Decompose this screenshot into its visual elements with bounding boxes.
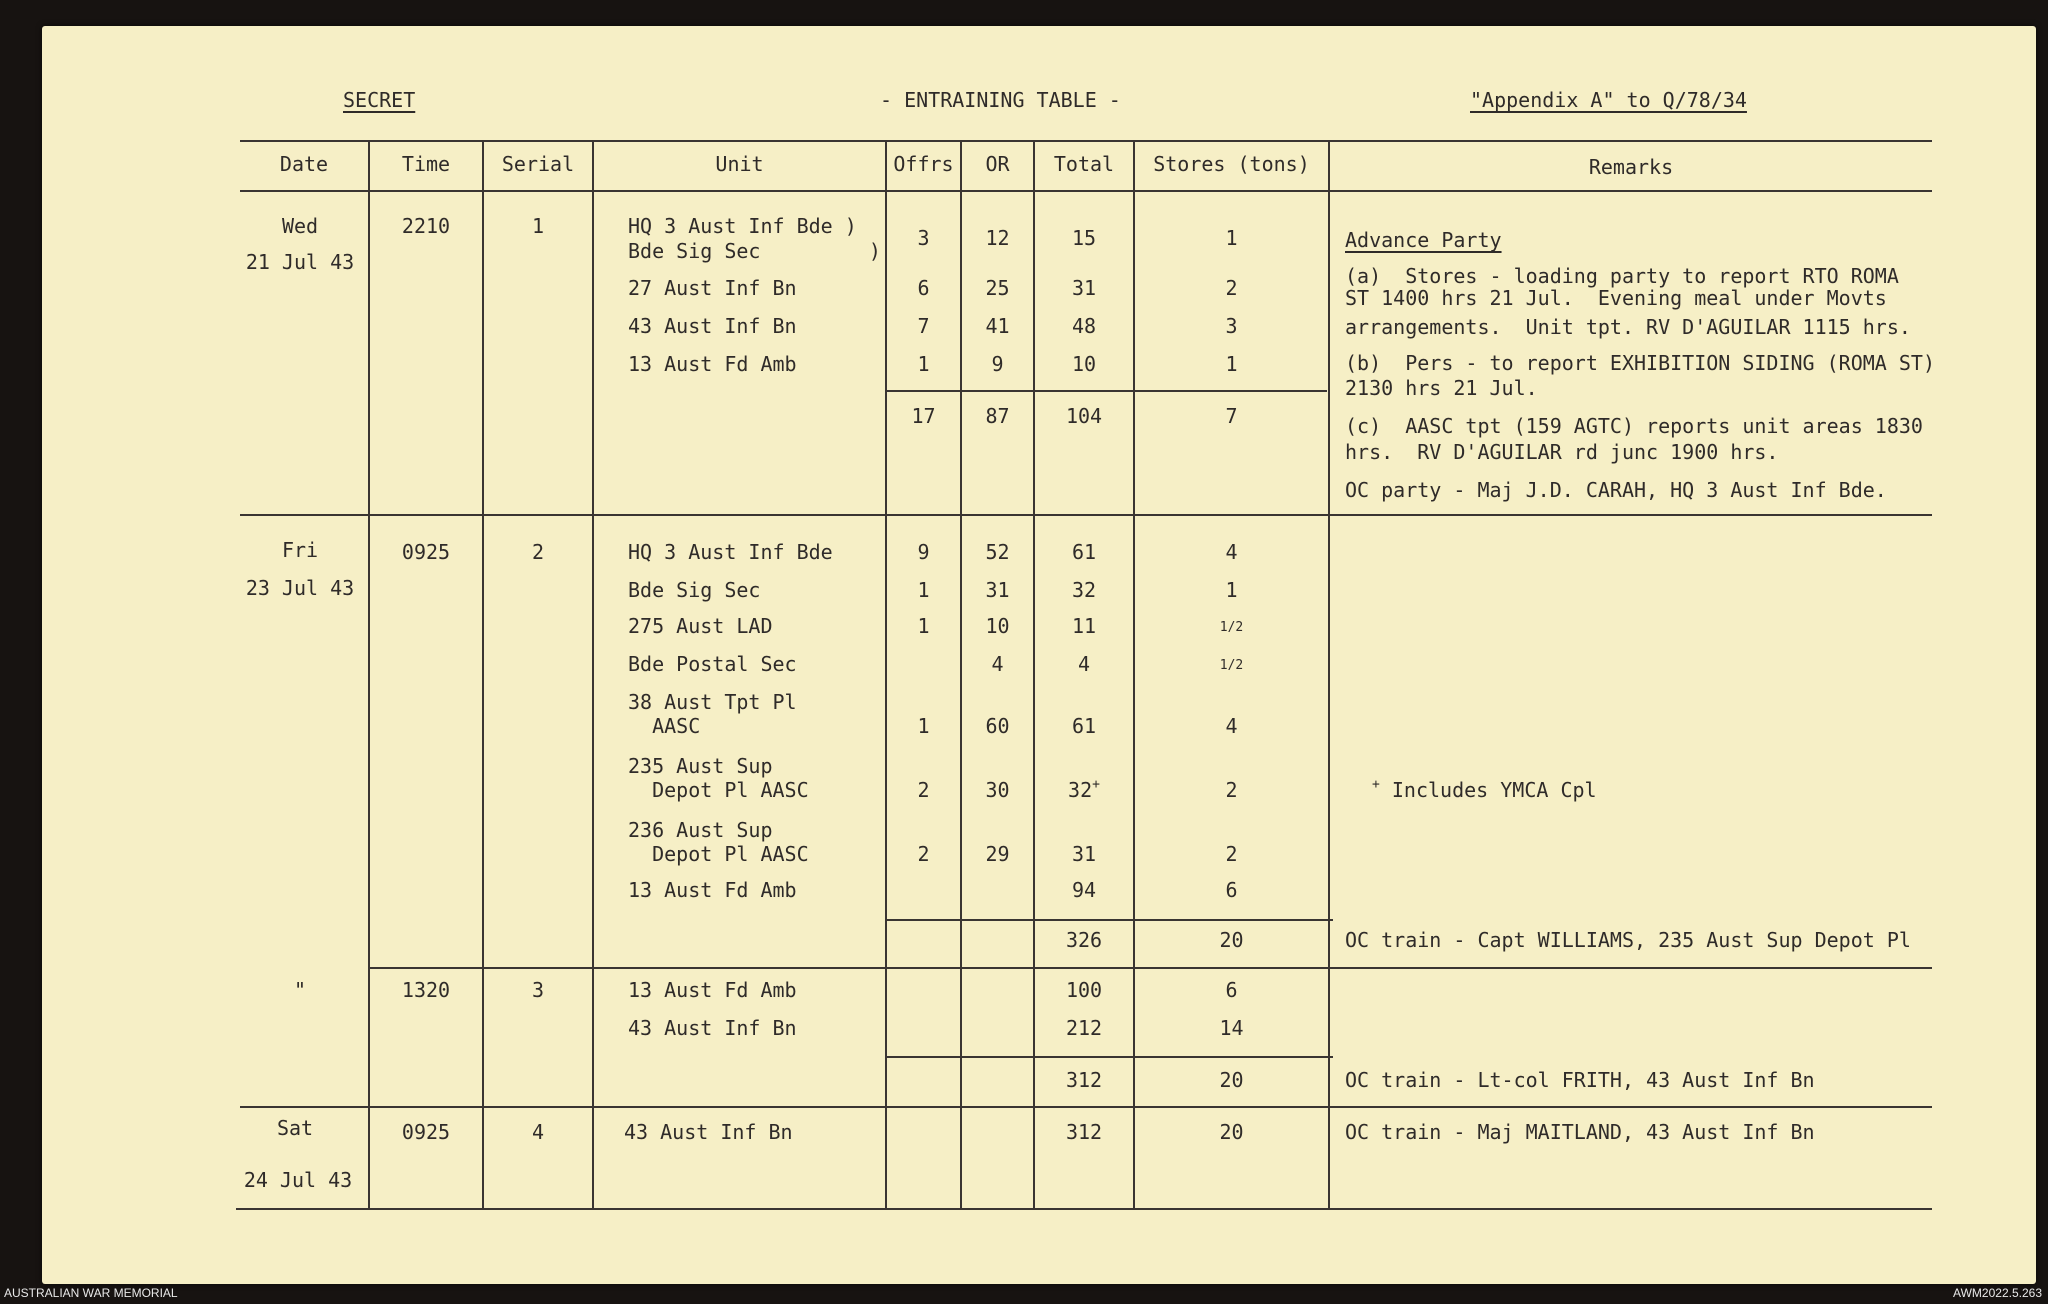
serial2-or-3: 10: [985, 614, 1010, 638]
col-header-date: Date: [279, 152, 329, 176]
serial4-stores: 20: [1219, 1120, 1244, 1144]
serial2-total-5: 61: [1071, 714, 1097, 738]
serial2-stores-4: [1135, 650, 1328, 674]
col-header-time: Time: [401, 152, 451, 176]
serial1-remarks-a3: arrangements. Unit tpt. RV D'AGUILAR 1115 hrs.: [1345, 315, 1911, 339]
col-header-remarks: Remarks: [1588, 155, 1674, 179]
serial1-stores-3: 3: [1225, 314, 1238, 338]
col-divider-2: [482, 140, 484, 1208]
serial2-offrs-1: 9: [917, 540, 930, 564]
serial2-unit-7: 236 Aust Sup: [628, 818, 773, 842]
serial4-number: 4: [531, 1120, 545, 1144]
serial4-time: 0925: [401, 1120, 451, 1144]
serial1-total-3: 48: [1071, 314, 1097, 338]
serial1-or-4: 9: [991, 352, 1004, 376]
serial2-number: 2: [531, 540, 545, 564]
serial2-unit-3: 275 Aust LAD: [628, 614, 773, 638]
col-header-serial: Serial: [501, 152, 575, 176]
serial1-remarks-b1: (b) Pers - to report EXHIBITION SIDING (ROMA ST): [1345, 351, 1936, 375]
serial2-unit-1: HQ 3 Aust Inf Bde: [628, 540, 833, 564]
serial3-total-1: 100: [1065, 978, 1103, 1002]
rule-serial2-end: [370, 967, 1932, 969]
serial2-unit-5: 38 Aust Tpt Pl: [628, 690, 797, 714]
serial4-unit: 43 Aust Inf Bn: [624, 1120, 793, 1144]
serial2-oc-train: OC train - Capt WILLIAMS, 235 Aust Sup Depot Pl: [1345, 928, 1911, 952]
footer-credit: AUSTRALIAN WAR MEMORIAL: [4, 1286, 178, 1300]
rule-serial3-subtotal: [885, 1056, 1333, 1058]
serial3-oc-train: OC train - Lt-col FRITH, 43 Aust Inf Bn: [1345, 1068, 1815, 1092]
serial1-stores-4: 1: [1225, 352, 1238, 376]
serial3-subtotal-total: 312: [1065, 1068, 1103, 1092]
serial2-stores-5: 4: [1225, 714, 1238, 738]
fraction-half: 1/2: [1219, 658, 1244, 673]
rule-top: [240, 140, 1932, 142]
serial2-stores-2: 1: [1225, 578, 1238, 602]
serial4-total: 312: [1065, 1120, 1103, 1144]
serial2-unit-6b: Depot Pl AASC: [628, 778, 809, 802]
rule-bottom: [236, 1208, 1932, 1210]
col-header-stores: Stores (tons): [1153, 152, 1310, 176]
col-header-unit: Unit: [715, 152, 764, 176]
serial2-or-5: 60: [985, 714, 1010, 738]
serial1-stores-2: 2: [1225, 276, 1238, 300]
serial1-offrs-4: 1: [917, 352, 930, 376]
serial2-stores-3: [1135, 612, 1328, 636]
serial2-stores-6: 2: [1225, 778, 1238, 802]
serial2-total-8: 94: [1071, 878, 1097, 902]
rule-serial1-end: [240, 514, 1932, 516]
serial2-or-4: 4: [991, 652, 1004, 676]
footnote-marker: +: [1372, 777, 1380, 792]
rule-serial2-subtotal: [885, 919, 1333, 921]
serial1-time: 2210: [401, 214, 451, 238]
serial1-offrs-2: 6: [917, 276, 930, 300]
serial1-total-2: 31: [1071, 276, 1097, 300]
serial2-unit-6: 235 Aust Sup: [628, 754, 773, 778]
rule-serial1-subtotal: [885, 390, 1327, 392]
serial1-remarks-c2: hrs. RV D'AGUILAR rd junc 1900 hrs.: [1345, 440, 1779, 464]
document-title: - ENTRAINING TABLE -: [880, 88, 1121, 112]
serial2-offrs-5: 1: [917, 714, 930, 738]
footnote-text: Includes YMCA Cpl: [1391, 778, 1597, 802]
serial1-subtotal-or: 87: [985, 404, 1010, 428]
serial4-date: 24 Jul 43: [243, 1168, 353, 1192]
serial2-offrs-3: 1: [917, 614, 930, 638]
serial1-unit-4: 13 Aust Fd Amb: [628, 352, 797, 376]
serial1-date-day: Wed: [281, 214, 319, 238]
serial3-total-2: 212: [1065, 1016, 1103, 1040]
col-divider-8: [1328, 140, 1330, 1208]
serial2-unit-5b: AASC: [628, 714, 701, 738]
serial2-or-7: 29: [985, 842, 1010, 866]
serial2-date-day: Fri: [281, 538, 319, 562]
serial3-stores-2: 14: [1219, 1016, 1244, 1040]
serial2-or-2: 31: [985, 578, 1010, 602]
serial1-number: 1: [531, 214, 545, 238]
col-divider-4: [885, 140, 887, 1208]
serial1-remarks-c1: (c) AASC tpt (159 AGTC) reports unit areas 1830: [1345, 414, 1923, 438]
serial1-unit-2: 27 Aust Inf Bn: [628, 276, 797, 300]
serial2-or-6: 30: [985, 778, 1010, 802]
serial1-date: 21 Jul 43: [245, 250, 355, 274]
serial3-unit-1: 13 Aust Fd Amb: [628, 978, 797, 1002]
serial1-or-1: 12: [985, 226, 1010, 250]
serial1-unit-3: 43 Aust Inf Bn: [628, 314, 797, 338]
serial2-subtotal-total: 326: [1065, 928, 1103, 952]
serial2-total-4: 4: [1077, 652, 1091, 676]
serial2-footnote: [1372, 778, 1597, 806]
serial3-stores-1: 6: [1225, 978, 1238, 1002]
serial2-total-6-value: 32: [1068, 778, 1093, 802]
serial2-stores-8: 6: [1225, 878, 1238, 902]
serial2-total-1: 61: [1071, 540, 1097, 564]
serial1-total-1: 15: [1071, 226, 1097, 250]
serial2-total-7: 31: [1071, 842, 1097, 866]
serial2-or-1: 52: [985, 540, 1010, 564]
serial3-time: 1320: [401, 978, 451, 1002]
serial1-unit-1b: Bde Sig Sec ): [628, 239, 881, 263]
serial2-total-2: 32: [1071, 578, 1097, 602]
serial1-remarks-a2: ST 1400 hrs 21 Jul. Evening meal under Movts: [1345, 286, 1887, 310]
serial2-stores-1: 4: [1225, 540, 1238, 564]
secret-label: SECRET: [343, 88, 416, 112]
appendix-ref: "Appendix A" to Q/78/34: [1470, 88, 1747, 112]
serial1-remarks-oc: OC party - Maj J.D. CARAH, HQ 3 Aust Inf Bde.: [1345, 478, 1887, 502]
serial2-total-3: 11: [1071, 614, 1097, 638]
col-divider-7: [1133, 140, 1135, 1208]
serial1-subtotal-total: 104: [1065, 404, 1103, 428]
serial1-total-4: 10: [1071, 352, 1097, 376]
serial2-total-6: [1035, 778, 1133, 806]
serial2-unit-8: 13 Aust Fd Amb: [628, 878, 797, 902]
serial3-unit-2: 43 Aust Inf Bn: [628, 1016, 797, 1040]
serial1-subtotal-stores: 7: [1225, 404, 1238, 428]
serial1-stores-1: 1: [1225, 226, 1238, 250]
serial2-unit-7b: Depot Pl AASC: [628, 842, 809, 866]
footer-accession: AWM2022.5.263: [1953, 1286, 2042, 1300]
serial2-subtotal-stores: 20: [1219, 928, 1244, 952]
footnote-marker: +: [1092, 777, 1100, 792]
serial1-offrs-3: 7: [917, 314, 930, 338]
serial2-offrs-2: 1: [917, 578, 930, 602]
serial4-oc-train: OC train - Maj MAITLAND, 43 Aust Inf Bn: [1345, 1120, 1815, 1144]
rule-serial3-end: [240, 1106, 1932, 1108]
col-header-or: OR: [985, 152, 1010, 176]
serial2-offrs-7: 2: [917, 842, 930, 866]
serial1-subtotal-offrs: 17: [911, 404, 936, 428]
serial2-time: 0925: [401, 540, 451, 564]
serial2-stores-7: 2: [1225, 842, 1238, 866]
serial2-unit-2: Bde Sig Sec: [628, 578, 761, 602]
fraction-half: 1/2: [1219, 620, 1244, 635]
serial2-unit-4: Bde Postal Sec: [628, 652, 797, 676]
serial3-date-ditto: ": [293, 978, 307, 1002]
serial1-or-2: 25: [985, 276, 1010, 300]
serial1-offrs-1: 3: [917, 226, 930, 250]
serial1-remarks-b2: 2130 hrs 21 Jul.: [1345, 376, 1538, 400]
serial1-unit-1: HQ 3 Aust Inf Bde ): [628, 214, 857, 238]
col-divider-3: [592, 140, 594, 1208]
serial4-date-day: Sat: [276, 1116, 314, 1140]
serial1-remarks-heading: Advance Party: [1345, 228, 1502, 252]
serial3-number: 3: [531, 978, 545, 1002]
serial1-remarks-a1: (a) Stores - loading party to report RTO ROMA: [1345, 264, 1899, 288]
col-divider-1: [368, 140, 370, 1208]
col-header-offrs: Offrs: [893, 152, 954, 176]
serial3-subtotal-stores: 20: [1219, 1068, 1244, 1092]
serial2-offrs-6: 2: [917, 778, 930, 802]
serial2-date: 23 Jul 43: [245, 576, 355, 600]
serial1-or-3: 41: [985, 314, 1010, 338]
rule-header: [240, 190, 1932, 192]
col-header-total: Total: [1053, 152, 1115, 176]
